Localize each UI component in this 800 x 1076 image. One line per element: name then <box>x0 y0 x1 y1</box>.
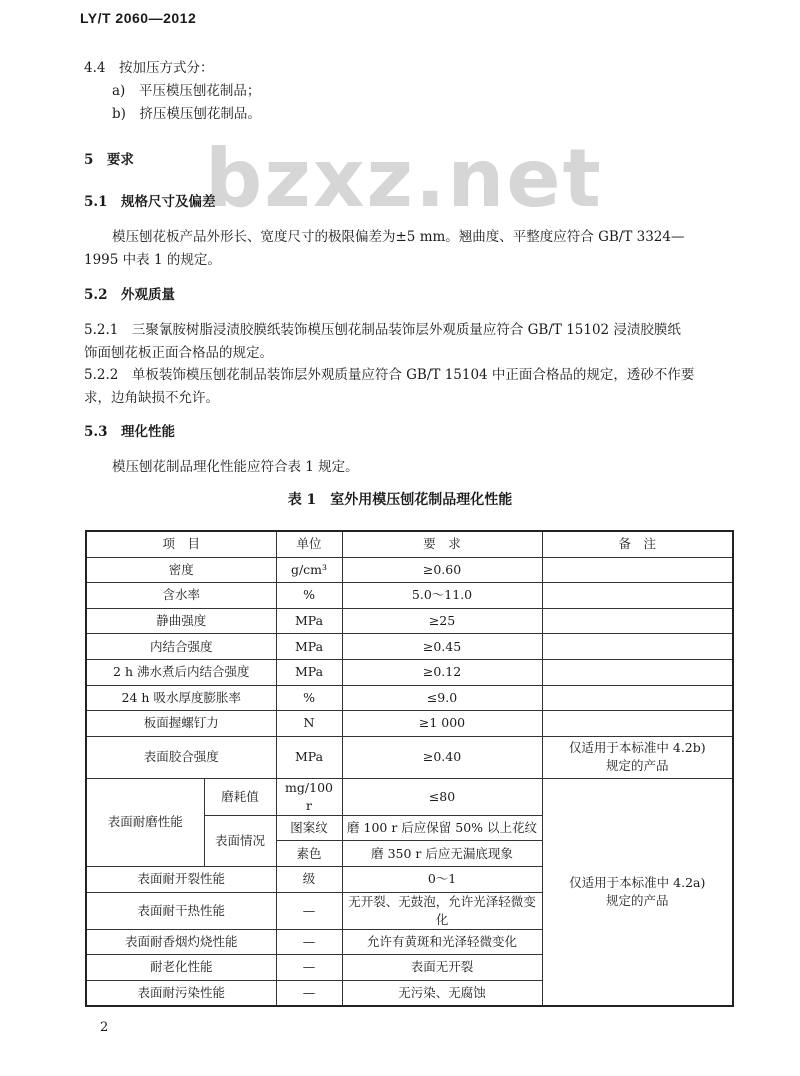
cell-item: 24 h 吸水厚度膨胀率 <box>86 685 276 711</box>
cell-remarks <box>542 634 733 660</box>
cell-requirement: ≤80 <box>342 778 542 815</box>
cell-item: 表面耐香烟灼烧性能 <box>86 929 276 955</box>
cell-unit: — <box>276 955 342 981</box>
header-requirement: 要 求 <box>342 531 542 557</box>
cell-requirement: 无开裂、无鼓泡，允许光泽轻微变化 <box>342 892 542 929</box>
list-item-b: b) 挤压模压刨花制品。 <box>112 106 261 122</box>
cell-requirement: 无污染、无腐蚀 <box>342 980 542 1006</box>
section-4-4-heading: 4.4 按加压方式分： <box>84 60 214 76</box>
cell-requirement: ≥0.60 <box>342 557 542 583</box>
cell-item: 表面耐开裂性能 <box>86 866 276 892</box>
table-row <box>86 711 733 737</box>
table-header-row <box>86 531 733 557</box>
list-item-a: a) 平压模压刨花制品； <box>112 83 261 99</box>
cell-unit: MPa <box>276 659 342 685</box>
cell-unit: % <box>276 685 342 711</box>
header-remarks: 备 注 <box>542 531 733 557</box>
cell-requirement: 表面无开裂 <box>342 955 542 981</box>
cell-unit: — <box>276 980 342 1006</box>
cell-requirement: ≤9.0 <box>342 685 542 711</box>
cell-item: 表面耐污染性能 <box>86 980 276 1006</box>
cell-unit: N <box>276 711 342 737</box>
table-row <box>86 583 733 609</box>
cell-unit: — <box>276 892 342 929</box>
cell-requirement: ≥0.40 <box>342 736 542 778</box>
cell-requirement: ≥0.12 <box>342 659 542 685</box>
table-row <box>86 778 733 815</box>
cell-item: 含水率 <box>86 583 276 609</box>
section-5-2-2-line2: 求，边角缺损不允许。 <box>84 390 219 406</box>
cell-item: 耐老化性能 <box>86 955 276 981</box>
table-row <box>86 685 733 711</box>
cell-unit: MPa <box>276 634 342 660</box>
cell-plain: 素色 <box>276 841 342 867</box>
section-5-3-heading: 5.3 理化性能 <box>84 424 175 440</box>
section-5-3-text: 模压刨花制品理化性能应符合表 1 规定。 <box>112 459 359 475</box>
cell-unit: % <box>276 583 342 609</box>
cell-item: 内结合强度 <box>86 634 276 660</box>
section-5-2-1-line1: 5.2.1 三聚氰胺树脂浸渍胶膜纸装饰模压刨花制品装饰层外观质量应符合 GB/T 15102 浸渍胶膜纸 <box>84 322 681 338</box>
cell-item: 密度 <box>86 557 276 583</box>
cell-requirement: ≥0.45 <box>342 634 542 660</box>
cell-requirement: 0～1 <box>342 866 542 892</box>
cell-remarks <box>542 583 733 609</box>
cell-remarks <box>542 608 733 634</box>
cell-unit: mg/100 r <box>276 778 342 815</box>
page-number: 2 <box>100 1020 109 1035</box>
cell-item: 表面耐干热性能 <box>86 892 276 929</box>
cell-remarks: 仅适用于本标准中 4.2b) 规定的产品 <box>542 736 733 778</box>
cell-item: 2 h 沸水煮后内结合强度 <box>86 659 276 685</box>
cell-requirement: 磨 350 r 后应无漏底现象 <box>342 841 542 867</box>
cell-unit: — <box>276 929 342 955</box>
section-5-2-1-line2: 饰面刨花板正面合格品的规定。 <box>84 345 273 361</box>
table-row <box>86 608 733 634</box>
cell-remarks <box>542 557 733 583</box>
table-row <box>86 557 733 583</box>
header-item: 项 目 <box>86 531 276 557</box>
cell-subitem-wear: 磨耗值 <box>204 778 276 815</box>
cell-pattern: 图案纹 <box>276 815 342 841</box>
table-row <box>86 659 733 685</box>
section-5-2-2-line1: 5.2.2 单板装饰模压刨花制品装饰层外观质量应符合 GB/T 15104 中正面合格品的规定，透砂不作要 <box>84 367 695 383</box>
cell-remarks-merged: 仅适用于本标准中 4.2a) 规定的产品 <box>542 778 733 1006</box>
table-row <box>86 634 733 660</box>
cell-item: 板面握螺钉力 <box>86 711 276 737</box>
table-row <box>86 736 733 778</box>
cell-item: 静曲强度 <box>86 608 276 634</box>
properties-table <box>85 530 734 1007</box>
cell-remarks <box>542 711 733 737</box>
cell-requirement: ≥25 <box>342 608 542 634</box>
watermark: bzxz.net <box>205 132 603 225</box>
section-5-1-heading: 5.1 规格尺寸及偏差 <box>84 194 216 210</box>
section-5-heading: 5 要求 <box>84 152 134 168</box>
cell-unit: 级 <box>276 866 342 892</box>
header-unit: 单位 <box>276 531 342 557</box>
cell-requirement: 磨 100 r 后应保留 50% 以上花纹 <box>342 815 542 841</box>
cell-unit: MPa <box>276 608 342 634</box>
cell-unit: MPa <box>276 736 342 778</box>
section-5-2-heading: 5.2 外观质量 <box>84 287 175 303</box>
standard-header: LY/T 2060—2012 <box>80 10 197 26</box>
section-5-1-line1: 模压刨花板产品外形长、宽度尺寸的极限偏差为±5 mm。翘曲度、平整度应符合 GB/T 3324— <box>112 229 685 245</box>
cell-item: 表面胶合强度 <box>86 736 276 778</box>
cell-unit: g/cm³ <box>276 557 342 583</box>
cell-requirement: 允许有黄斑和光泽轻微变化 <box>342 929 542 955</box>
cell-requirement: ≥1 000 <box>342 711 542 737</box>
cell-subitem-surface: 表面情况 <box>204 815 276 866</box>
section-5-1-line2: 1995 中表 1 的规定。 <box>84 252 221 268</box>
cell-remarks <box>542 685 733 711</box>
cell-group-abrasion: 表面耐磨性能 <box>86 778 204 866</box>
cell-remarks <box>542 659 733 685</box>
cell-requirement: 5.0～11.0 <box>342 583 542 609</box>
table-title: 表 1 室外用模压刨花制品理化性能 <box>287 492 513 508</box>
